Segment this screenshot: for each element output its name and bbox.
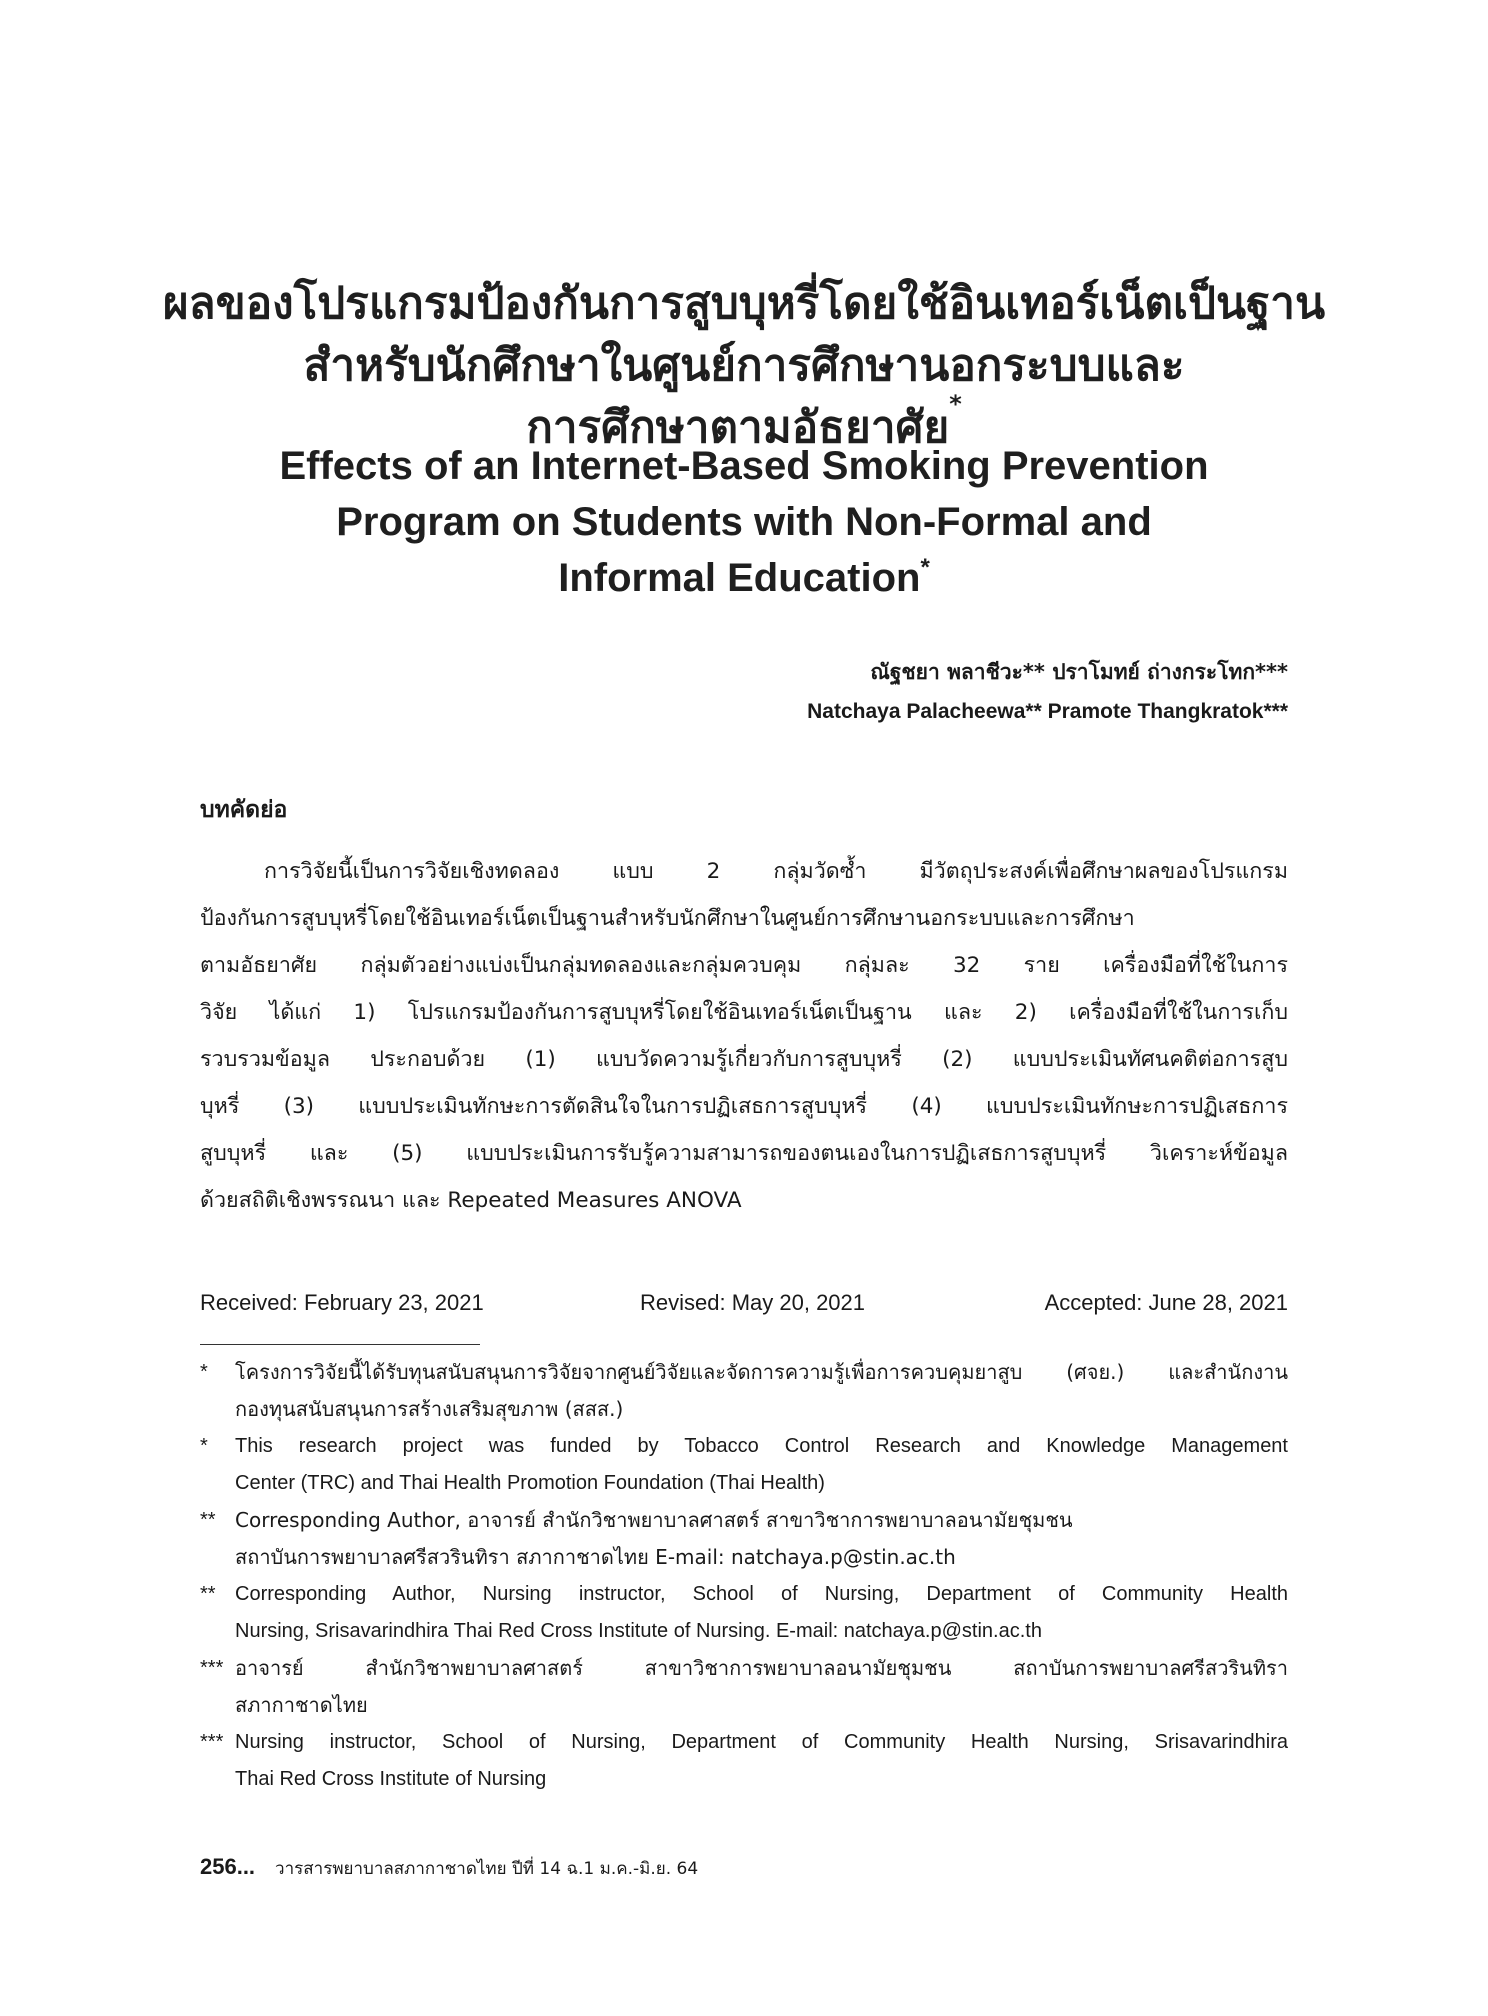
footnote: [200, 1724, 1288, 1798]
footnote-mark: **: [200, 1509, 216, 1531]
abstract-line: รวบรวมข้อมูล ประกอบด้วย (1) แบบวัดความรู้เกี่ยวกับการสูบบุหรี่ (2) แบบประเมินทัศนคติต่อการสูบ: [200, 1047, 1288, 1072]
footnote-mark: *: [200, 1361, 208, 1383]
page-number: 256...: [200, 1854, 256, 1879]
footnote-mark: *: [200, 1435, 208, 1457]
abstract-line: สูบบุหรี่ และ (5) แบบประเมินการรับรู้ความสามารถของตนเองในการปฏิเสธการสูบบุหรี่ วิเคราะห์ข้อมูล: [200, 1141, 1288, 1166]
footnote: [200, 1576, 1288, 1650]
title-english-line-2: Program on Students with Non-Formal and: [336, 500, 1152, 544]
authors-english: Natchaya Palacheewa** Pramote Thangkratok***: [807, 700, 1288, 723]
page-footer: [200, 1854, 698, 1882]
title-english-line-3-text: Informal Education: [558, 556, 921, 600]
abstract-heading: บทคัดย่อ: [200, 797, 288, 823]
footnote: [200, 1354, 1288, 1428]
authors-thai: ณัฐชยา พลาชีวะ** ปราโมทย์ ถ่างกระโทก***: [870, 660, 1288, 684]
footnote-line: โครงการวิจัยนี้ได้รับทุนสนับสนุนการวิจัยจากศูนย์วิจัยและจัดการความรู้เพื่อการควบคุมยาสูบ (ศจย.) และสำนักงาน: [235, 1360, 1288, 1384]
title-english-footnote-mark: *: [920, 554, 930, 581]
footnote-line: Corresponding Author, Nursing instructor, School of Nursing, Department of Community Health: [235, 1583, 1288, 1605]
footnote-line: กองทุนสนับสนุนการสร้างเสริมสุขภาพ (สสส.): [235, 1397, 624, 1421]
journal-citation: วารสารพยาบาลสภากาชาดไทย ปีที่ 14 ฉ.1 ม.ค.-มิ.ย. 64: [275, 1859, 699, 1879]
title-thai-footnote-mark: *: [949, 390, 962, 418]
footnote-line: สถาบันการพยาบาลศรีสวรินทิรา สภากาชาดไทย E-mail: natchaya.p@stin.ac.th: [235, 1545, 956, 1569]
abstract-line: ด้วยสถิติเชิงพรรณนา และ Repeated Measures ANOVA: [200, 1188, 742, 1213]
footnotes: [200, 1354, 1288, 1798]
footnote-line: Nursing instructor, School of Nursing, Department of Community Health Nursing, Srisavarindhira: [235, 1731, 1288, 1753]
footnote-mark: **: [200, 1583, 216, 1605]
footnote: [200, 1428, 1288, 1502]
abstract-line: ป้องกันการสูบบุหรี่โดยใช้อินเทอร์เน็ตเป็นฐานสำหรับนักศึกษาในศูนย์การศึกษานอกระบบและการศึกษา: [200, 906, 1135, 931]
footnote-line: This research project was funded by Tobacco Control Research and Knowledge Management: [235, 1435, 1288, 1457]
footnote-mark: ***: [200, 1657, 224, 1679]
abstract-line: การวิจัยนี้เป็นการวิจัยเชิงทดลอง แบบ 2 กลุ่มวัดซ้ำ มีวัตถุประสงค์เพื่อศึกษาผลของโปรแกรม: [264, 859, 1288, 884]
abstract-line: ตามอัธยาศัย กลุ่มตัวอย่างแบ่งเป็นกลุ่มทดลองและกลุ่มควบคุม กลุ่มละ 32 ราย เครื่องมือที่ใช้ในการ: [200, 953, 1288, 978]
footnote-line: อาจารย์ สำนักวิชาพยาบาลศาสตร์ สาขาวิชาการพยาบาลอนามัยชุมชน สถาบันการพยาบาลศรีสวรินทิรา: [235, 1656, 1288, 1680]
footnote: [200, 1650, 1288, 1724]
accepted-date: Accepted: June 28, 2021: [1044, 1290, 1288, 1315]
received-date: Received: February 23, 2021: [200, 1290, 484, 1315]
footnote-line: Center (TRC) and Thai Health Promotion Foundation (Thai Health): [235, 1472, 825, 1494]
title-thai-line-2: สำหรับนักศึกษาในศูนย์การศึกษานอกระบบและ: [303, 340, 1185, 391]
title-english-line-1: Effects of an Internet-Based Smoking Prevention: [279, 444, 1209, 488]
footnote-line: Thai Red Cross Institute of Nursing: [235, 1768, 547, 1790]
abstract-line: วิจัย ได้แก่ 1) โปรแกรมป้องกันการสูบบุหรี่โดยใช้อินเทอร์เน็ตเป็นฐาน และ 2) เครื่องมือที่ใช้ในการเก็บ: [200, 1000, 1288, 1025]
abstract-body: [200, 848, 1288, 1224]
footnote-divider: [200, 1344, 480, 1345]
footnote-mark: ***: [200, 1731, 224, 1753]
footnote-line: Nursing, Srisavarindhira Thai Red Cross Institute of Nursing. E-mail: natchaya.p@stin.ac.th: [235, 1620, 1042, 1642]
title-thai-line-3-text: การศึกษาตามอัธยาศัย: [526, 402, 950, 453]
footnote-line: Corresponding Author, อาจารย์ สำนักวิชาพยาบาลศาสตร์ สาขาวิชาการพยาบาลอนามัยชุมชน: [235, 1508, 1073, 1532]
revised-date: Revised: May 20, 2021: [640, 1290, 866, 1315]
title-thai-line-1: ผลของโปรแกรมป้องกันการสูบบุหรี่โดยใช้อินเทอร์เน็ตเป็นฐาน: [162, 278, 1326, 329]
abstract-line: บุหรี่ (3) แบบประเมินทักษะการตัดสินใจในการปฏิเสธการสูบบุหรี่ (4) แบบประเมินทักษะการปฏิเสธการ: [200, 1094, 1288, 1119]
footnote: [200, 1502, 1288, 1576]
title-english-line-3: [150, 556, 1338, 601]
footnote-line: สภากาชาดไทย: [235, 1693, 368, 1717]
